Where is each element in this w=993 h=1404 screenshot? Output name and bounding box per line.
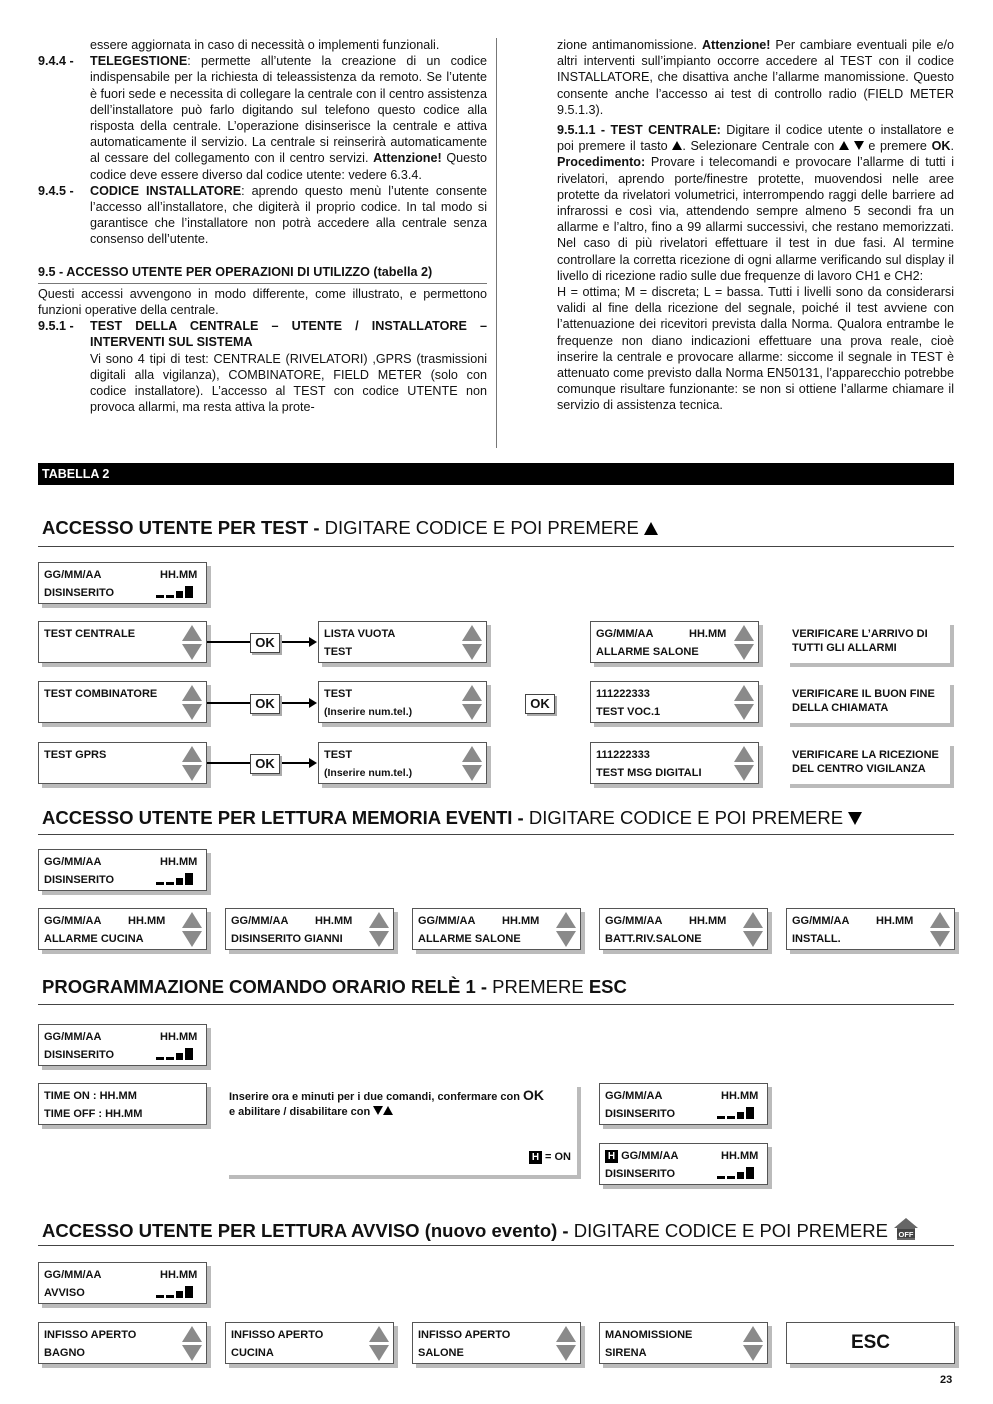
event-display: GG/MM/AA HH.MM ALLARME CUCINA [38,908,207,950]
section-notice-title: ACCESSO UTENTE PER LETTURA AVVISO (nuovo evento) - DIGITARE CODICE E POI PREMERE OFF [42,1217,919,1242]
note-verify-alarms: VERIFICARE L’ARRIVO DI TUTTI GLI ALLARMI [786,621,950,663]
section-memory-title: ACCESSO UTENTE PER LETTURA MEMORIA EVENTI - DIGITARE CODICE E POI PREMERE [42,807,862,829]
menu-test-gprs[interactable]: TEST GPRS [38,742,207,784]
section-memory-rule [38,834,954,835]
menu-test-combinatore[interactable]: TEST COMBINATORE [38,681,207,723]
item-9-5-1: 9.5.1 - TEST DELLA CENTRALE – UTENTE / INSTALLATORE – INTERVENTI SUL SISTEMA [38,319,487,350]
h-badge-icon: H [605,1150,618,1163]
result-display: 111222333 TEST VOC.1 [590,681,759,723]
up-down-arrows-icon[interactable] [556,1326,576,1362]
signal-strength-icon [156,1286,193,1298]
event-display: GG/MM/AA HH.MM BATT.RIV.SALONE [599,908,768,950]
right-para-1: zione antimanomissione. Attenzione! Per cambiare eventuali pile e/o altri interventi sull’impianto occorre accedere al TEST con il codice INSTALLATORE, che disattiva anche l’allarme manomissione. Questo consente anche l’accesso ai test di controllo radio (FIELD METER 9.5.1.3). [557,38,954,117]
ok-button[interactable]: OK [250,754,280,774]
menu-test-centrale[interactable]: TEST CENTRALE [38,621,207,663]
up-down-arrows-icon[interactable] [734,625,754,661]
up-down-arrows-icon[interactable] [734,746,754,782]
page-number: 23 [940,1374,953,1386]
up-down-arrows-icon[interactable] [182,746,202,782]
event-display: GG/MM/AA HH.MM INSTALL. [786,908,955,950]
up-down-arrows-icon[interactable] [462,746,482,782]
down-arrow-icon [854,141,864,150]
up-arrow-icon [672,141,682,150]
section-relay-title: PROGRAMMAZIONE COMANDO ORARIO RELÈ 1 - PREMERE ESC [42,976,627,997]
step-display: TEST (Inserire num.tel.) [318,742,487,784]
section-relay-rule [38,1004,954,1005]
section-9-5-title: 9.5 - ACCESSO UTENTE PER OPERAZIONI DI UTILIZZO (tabella 2) [38,264,433,279]
h-badge-icon: H [529,1151,542,1164]
section-9-5-text: Questi accessi avvengono in modo differente, come illustrato, e permettono funzioni operative della centrale. [38,286,487,318]
arrow-head-icon [309,758,317,768]
relay-instructions: Inserire ora e minuti per i due comandi, confermare con OK e abilitare / disabilitare con H = ON [225,1083,577,1175]
item-9-5-1-text: Vi sono 4 tipi di test: CENTRALE (RIVELATORI) ,GPRS (trasmissioni digitali alla vigilanza), COMBINATORE, FIELD METER (solo con codice installatore). L’accesso al TEST con codice UTENTE non provoca allarmi, ma resta attiva la prote- [90,351,487,415]
up-down-arrows-icon[interactable] [182,1326,202,1362]
status-display: GG/MM/AA HH.MM DISINSERITO [38,1024,207,1066]
intro-line: essere aggiornata in caso di necessità o implementi funzionali. [90,38,440,52]
result-display: 111222333 TEST MSG DIGITALI [590,742,759,784]
arrow-head-icon [309,637,317,647]
column-divider [496,38,497,448]
signal-strength-icon [156,586,193,598]
result-display: GG/MM/AA HH.MM ALLARME SALONE [590,621,759,663]
ok-button[interactable]: OK [250,694,280,714]
step-display: LISTA VUOTA TEST [318,621,487,663]
note-verify-vigilance: VERIFICARE LA RICEZIONE DEL CENTRO VIGILANZA [786,742,950,784]
up-down-arrows-icon[interactable] [182,625,202,661]
note-verify-call: VERIFICARE IL BUON FINE DELLA CHIAMATA [786,681,950,723]
item-9-4-4: 9.4.4 - TELEGESTIONE: permette all’utente la creazione di un codice indispensabile per la richiesta di teleassistenza da remoto. Se l’utente è fuori sede e necessita di collegare la centrale con il centro assistenza dell’installatore può farlo digitando sul telefono questo codice alla risposta della centrale. L’operazione disinserisce la centrale e attiva automaticamente il servizio. La centrale si reinserirà automaticamente al cessare del collegamento con il centro servizi. Attenzione! Questo codice deve essere diverso dal codice utente: vedere 6.3.4. [38,54,487,182]
notice-display: INFISSO APERTO BAGNO [38,1322,207,1364]
up-down-arrows-icon[interactable] [930,912,950,948]
left-column [38,37,487,415]
up-down-arrows-icon[interactable] [182,685,202,721]
section-notice-rule [38,1245,954,1246]
status-display: GG/MM/AA HH.MM DISINSERITO [38,849,207,891]
event-display: GG/MM/AA HH.MM ALLARME SALONE [412,908,581,950]
up-down-arrows-icon[interactable] [556,912,576,948]
table-label-bar: TABELLA 2 [38,463,954,485]
down-arrow-icon [373,1106,383,1115]
ok-button[interactable]: OK [250,633,280,653]
right-para-3: H = ottima; M = discreta; L = bassa. Tutti i livelli sono da considerarsi validi al fine della ricezione del segnale, poiché il test avviene con l’attenuazione dei ricevitori prevista dalla Norma. Qualora entrambe le frequenze non diano indicazioni effettuare una prova reale, cioè inserire la centrale e provocare allarme: siccome il segnale in TEST è attenuato come previsto dalla Norma EN50131, l’apparecchio potrebbe comunque risultare funzionante: se non si ottiene l’allarme chiamare il servizio di assistenza tecnica. [557,285,954,413]
time-on-off-display[interactable]: TIME ON : HH.MM TIME OFF : HH.MM [38,1083,207,1125]
up-down-arrows-icon[interactable] [182,912,202,948]
result-display-h: H GG/MM/AA HH.MM DISINSERITO [599,1143,768,1185]
status-display: GG/MM/AA HH.MM AVVISO [38,1262,207,1304]
up-down-arrows-icon[interactable] [743,912,763,948]
section-test-rule [38,546,954,547]
up-arrow-icon [839,141,849,150]
up-down-arrows-icon[interactable] [743,1326,763,1362]
up-arrow-icon [644,522,658,535]
section-divider [38,283,487,284]
item-9-4-5: 9.4.5 - CODICE INSTALLATORE: aprendo questo menù l’utente consente l’accesso all’installatore, che digiterà il proprio codice. In tal modo si garantisce che l’installatore non potrà accedere alla centrale senza consenso dell’utente. [38,183,487,247]
right-column [557,37,954,414]
up-down-arrows-icon[interactable] [462,625,482,661]
up-down-arrows-icon[interactable] [462,685,482,721]
right-para-2: 9.5.1.1 - TEST CENTRALE: Digitare il codice utente o installatore e poi premere il tasto . Selezionare Centrale con e premere OK. Procedimento: Provare i telecomandi e provocare l’allarme di tutti i rivelatori, aprendo porte/finestre protette, muovendosi nelle aree protette da rivelatori volumetrici, interrompendo raggi delle barriere ad infrarossi e così via, attendendo sempre almeno 5 secondi fra un allarme e l’altro, fino a 99 allarmi successivi, che restano memorizzati. Nel caso di più rivelatori effettuare il test in due fasi. Al termine controllare la corretta ricezione di ogni allarme verificando sul display il livello di ricezione radio sulle due frequenze di lavoro CH1 e CH2: [557,123,954,283]
arrow-head-icon [309,698,317,708]
status-display: GG/MM/AA HH.MM DISINSERITO [38,562,207,604]
up-arrow-icon [383,1106,393,1115]
step-display: TEST (Inserire num.tel.) [318,681,487,723]
down-arrow-icon [848,812,862,825]
esc-button[interactable]: ESC [786,1322,955,1364]
home-off-icon [893,1217,919,1241]
notice-display: INFISSO APERTO CUCINA [225,1322,394,1364]
signal-strength-icon [717,1167,754,1179]
ok-button[interactable]: OK [525,694,555,714]
svg-text:OFF: OFF [898,1230,914,1239]
up-down-arrows-icon[interactable] [734,685,754,721]
notice-display: INFISSO APERTO SALONE [412,1322,581,1364]
up-down-arrows-icon[interactable] [369,912,389,948]
event-display: GG/MM/AA HH.MM DISINSERITO GIANNI [225,908,394,950]
result-display: GG/MM/AA HH.MM DISINSERITO [599,1083,768,1125]
notice-display: MANOMISSIONE SIRENA [599,1322,768,1364]
section-test-title: ACCESSO UTENTE PER TEST - DIGITARE CODICE E POI PREMERE [42,517,658,539]
signal-strength-icon [156,1048,193,1060]
signal-strength-icon [156,873,193,885]
signal-strength-icon [717,1107,754,1119]
up-down-arrows-icon[interactable] [369,1326,389,1362]
